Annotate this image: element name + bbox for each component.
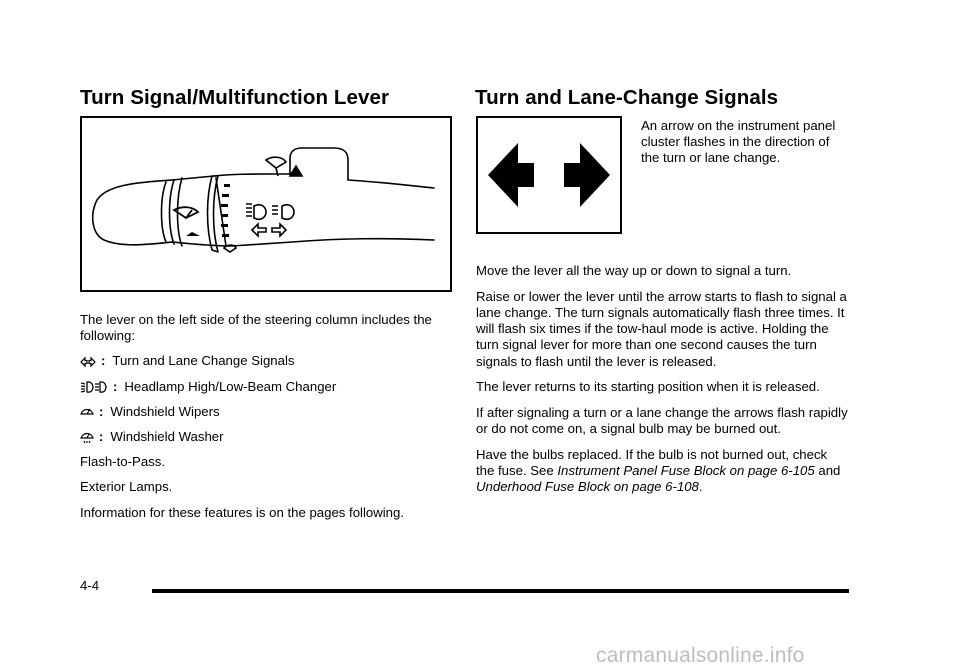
feature-label: Turn and Lane Change Signals (112, 353, 295, 369)
flash-to-pass-item: Flash-to-Pass. (80, 454, 166, 470)
feature-item-turn-signals (80, 353, 452, 369)
fuse-text-start: Have the bulbs replaced. If the bulb is not burned out, check the fuse. See (476, 446, 828, 479)
windshield-wiper-icon (80, 405, 94, 419)
feature-item-headlamp-changer (80, 379, 452, 395)
feature-item-wipers (80, 404, 452, 420)
left-body (80, 312, 452, 530)
paragraph-lane-change: Raise or lower the lever until the arrow starts to flash to signal a lane change. The turn signals automatically flash three times. It will flash six times if the tow-haul mode is active. Holding the turn signal lever for more than one second causes the turn signals to flash until the lever is released. (476, 288, 847, 369)
footer-rule (152, 589, 849, 593)
info-paragraph: Information for these features is on the pages following. (80, 504, 405, 520)
headlamp-beam-icon (80, 380, 108, 394)
turn-signal-arrows-icon (80, 356, 96, 368)
windshield-washer-icon (80, 430, 94, 444)
underhood-fuse-ref: Underhood Fuse Block on page 6-108 (476, 479, 699, 495)
right-body (476, 263, 848, 505)
item-separator: : (113, 378, 118, 394)
turn-arrows-drawing (478, 118, 620, 232)
fuse-text-end: . (698, 479, 703, 495)
feature-label: Windshield Wipers (110, 403, 220, 419)
section-heading-turn-signal-lever: Turn Signal/Multifunction Lever (80, 86, 390, 109)
feature-label: Windshield Washer (110, 429, 224, 445)
paragraph-fuse-check (476, 447, 848, 496)
fuse-text-and: and (814, 463, 841, 479)
instrument-panel-fuse-ref: Instrument Panel Fuse Block on page 6-105 (557, 463, 815, 479)
multifunction-lever-drawing (82, 118, 450, 290)
item-separator: : (99, 429, 104, 445)
page-number: 4-4 (80, 578, 100, 593)
exterior-lamps-item: Exterior Lamps. (80, 479, 173, 495)
turn-arrows-illustration (476, 116, 622, 234)
item-separator: : (101, 353, 106, 369)
lever-illustration (80, 116, 452, 292)
paragraph-signal-turn: Move the lever all the way up or down to signal a turn. (476, 263, 792, 278)
caption-text: An arrow on the instrument panel cluster flashes in the direction of the turn or lane change. (641, 118, 836, 165)
arrows-caption (641, 118, 841, 165)
right-column (475, 86, 845, 110)
item-separator: : (99, 403, 104, 419)
paragraph-bulb-out: If after signaling a turn or a lane change the arrows flash rapidly or do not come on, a signal bulb may be burned out. (476, 404, 848, 437)
paragraph-lever-return: The lever returns to its starting position when it is released. (476, 379, 820, 395)
right-arrow-icon (564, 143, 610, 207)
section-heading-turn-lane-change: Turn and Lane-Change Signals (475, 86, 779, 109)
feature-label: Headlamp High/Low-Beam Changer (124, 378, 337, 394)
left-column (80, 86, 452, 110)
left-arrow-icon (488, 143, 534, 207)
watermark: carmanualsonline.info (596, 644, 805, 667)
intro-paragraph: The lever on the left side of the steering column includes the following: (80, 312, 432, 344)
feature-item-washer (80, 429, 452, 445)
